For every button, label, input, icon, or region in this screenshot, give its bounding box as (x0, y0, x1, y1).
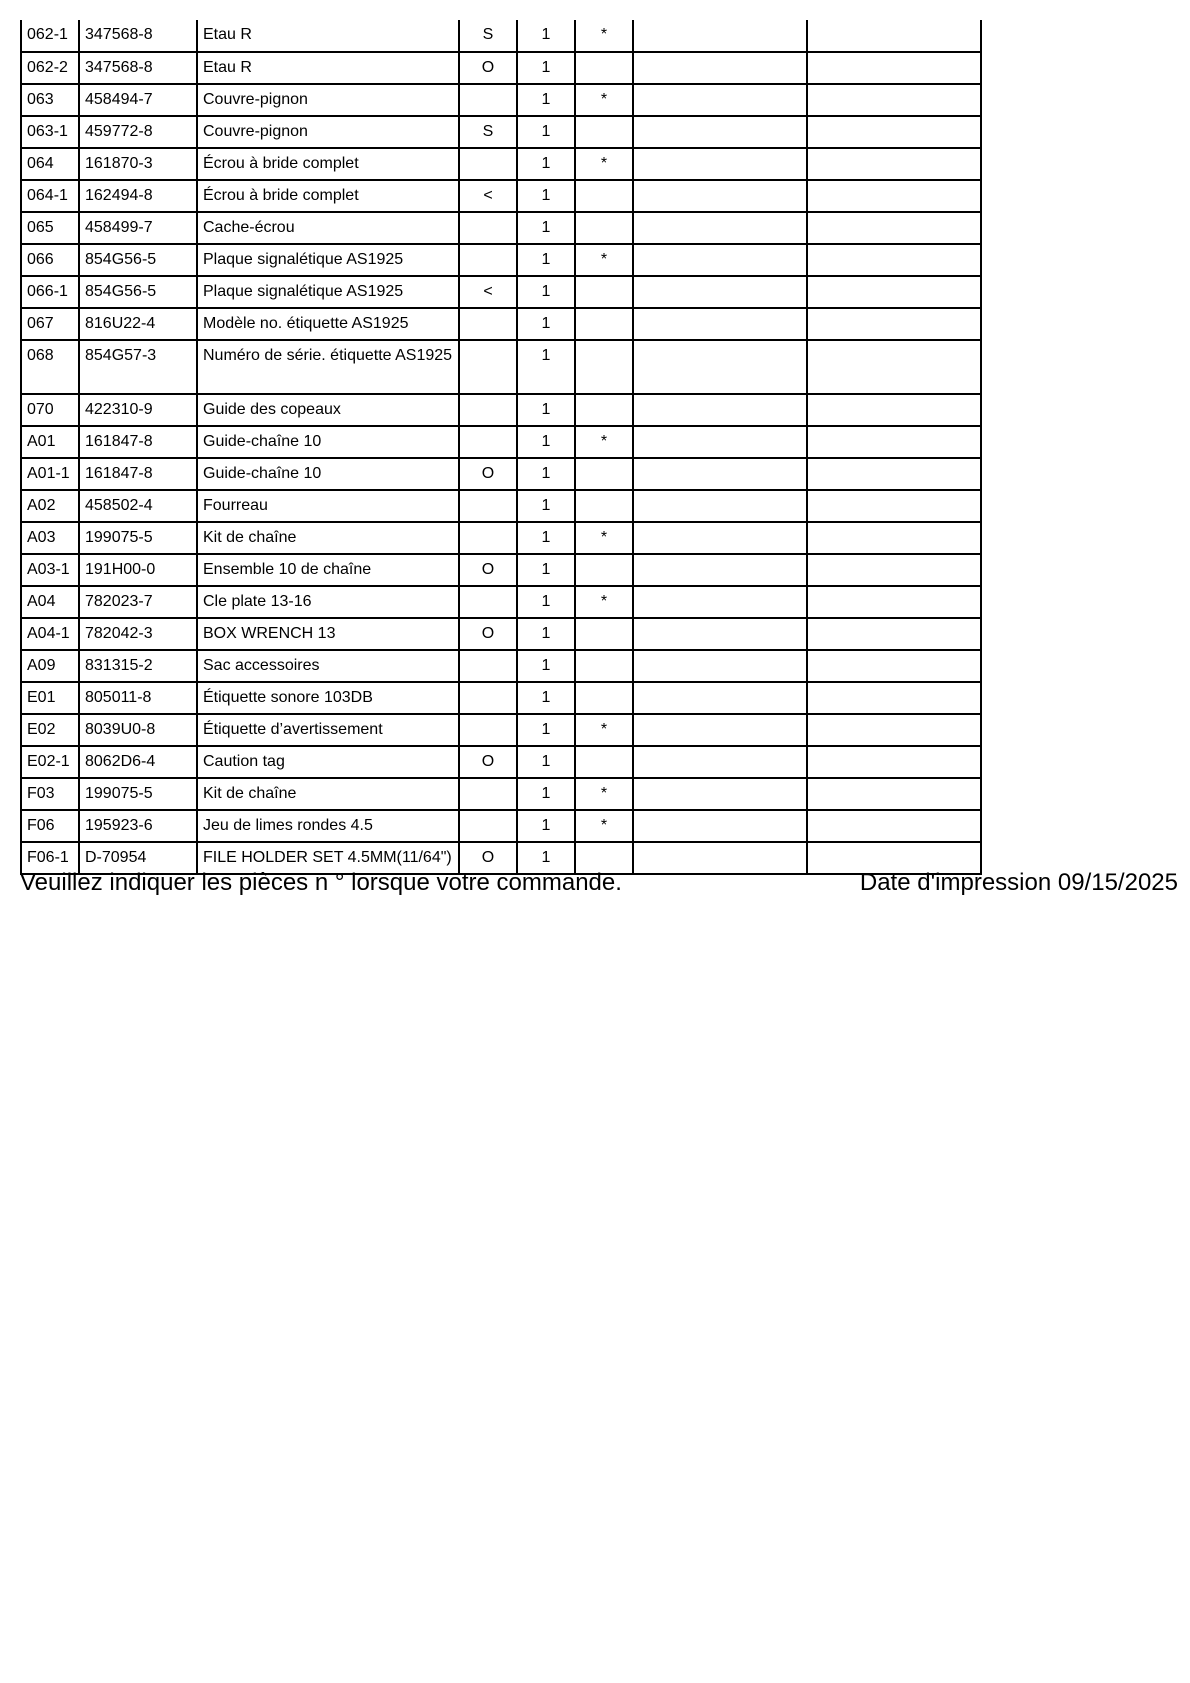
note-mark-cell: O (459, 618, 517, 650)
table-row (21, 746, 981, 778)
note-mark-cell: O (459, 842, 517, 874)
description-cell: Cle plate 13-16 (197, 586, 459, 618)
note-mark-cell (459, 308, 517, 340)
star-mark-cell (575, 650, 633, 682)
item-number-cell: 066-1 (21, 276, 79, 308)
table-row (21, 426, 981, 458)
empty-cell (633, 276, 807, 308)
table-row (21, 586, 981, 618)
empty-cell (633, 778, 807, 810)
part-number-cell: 458494-7 (79, 84, 197, 116)
empty-cell (633, 212, 807, 244)
part-number-cell: 831315-2 (79, 650, 197, 682)
quantity-cell: 1 (517, 116, 575, 148)
star-mark-cell: * (575, 810, 633, 842)
part-number-cell: 199075-5 (79, 522, 197, 554)
star-mark-cell (575, 308, 633, 340)
table-row (21, 116, 981, 148)
star-mark-cell (575, 554, 633, 586)
empty-cell (633, 746, 807, 778)
item-number-cell: E02-1 (21, 746, 79, 778)
table-row (21, 276, 981, 308)
quantity-cell: 1 (517, 810, 575, 842)
star-mark-cell: * (575, 426, 633, 458)
table-row (21, 340, 981, 394)
star-mark-cell: * (575, 522, 633, 554)
empty-cell (807, 148, 981, 180)
table-row (21, 180, 981, 212)
empty-cell (633, 394, 807, 426)
description-cell: Numéro de série. étiquette AS1925 (197, 340, 459, 394)
part-number-cell: 8062D6-4 (79, 746, 197, 778)
quantity-cell: 1 (517, 52, 575, 84)
table-row (21, 458, 981, 490)
item-number-cell: A01 (21, 426, 79, 458)
description-cell: Couvre-pignon (197, 116, 459, 148)
empty-cell (807, 490, 981, 522)
description-cell: Ensemble 10 de chaîne (197, 554, 459, 586)
star-mark-cell (575, 276, 633, 308)
item-number-cell: E01 (21, 682, 79, 714)
empty-cell (633, 522, 807, 554)
empty-cell (807, 340, 981, 394)
quantity-cell: 1 (517, 212, 575, 244)
empty-cell (633, 308, 807, 340)
note-mark-cell (459, 212, 517, 244)
item-number-cell: 064 (21, 148, 79, 180)
table-row (21, 714, 981, 746)
part-number-cell: 782042-3 (79, 618, 197, 650)
empty-cell (807, 212, 981, 244)
empty-cell (633, 340, 807, 394)
part-number-cell: 162494-8 (79, 180, 197, 212)
empty-cell (633, 586, 807, 618)
table-row (21, 810, 981, 842)
part-number-cell: 161847-8 (79, 458, 197, 490)
note-mark-cell (459, 522, 517, 554)
quantity-cell: 1 (517, 650, 575, 682)
item-number-cell: F03 (21, 778, 79, 810)
part-number-cell: D-70954 (79, 842, 197, 874)
empty-cell (807, 458, 981, 490)
item-number-cell: 063 (21, 84, 79, 116)
quantity-cell: 1 (517, 746, 575, 778)
item-number-cell: 063-1 (21, 116, 79, 148)
item-number-cell: 068 (21, 340, 79, 394)
note-mark-cell: O (459, 52, 517, 84)
table-row (21, 20, 981, 52)
empty-cell (807, 714, 981, 746)
star-mark-cell: * (575, 778, 633, 810)
part-number-cell: 161870-3 (79, 148, 197, 180)
quantity-cell: 1 (517, 148, 575, 180)
part-number-cell: 854G56-5 (79, 244, 197, 276)
empty-cell (807, 778, 981, 810)
quantity-cell: 1 (517, 84, 575, 116)
note-mark-cell (459, 148, 517, 180)
star-mark-cell: * (575, 20, 633, 52)
table-row (21, 394, 981, 426)
empty-cell (807, 308, 981, 340)
part-number-cell: 199075-5 (79, 778, 197, 810)
part-number-cell: 854G57-3 (79, 340, 197, 394)
star-mark-cell: * (575, 84, 633, 116)
description-cell: Plaque signalétique AS1925 (197, 276, 459, 308)
description-cell: Guide-chaîne 10 (197, 458, 459, 490)
description-cell: Étiquette sonore 103DB (197, 682, 459, 714)
part-number-cell: 854G56-5 (79, 276, 197, 308)
note-mark-cell: < (459, 276, 517, 308)
quantity-cell: 1 (517, 586, 575, 618)
star-mark-cell (575, 682, 633, 714)
empty-cell (807, 394, 981, 426)
empty-cell (633, 650, 807, 682)
description-cell: Guide-chaîne 10 (197, 426, 459, 458)
part-number-cell: 161847-8 (79, 426, 197, 458)
description-cell: Caution tag (197, 746, 459, 778)
description-cell: Jeu de limes rondes 4.5 (197, 810, 459, 842)
table-row (21, 650, 981, 682)
table-row (21, 554, 981, 586)
quantity-cell: 1 (517, 714, 575, 746)
note-mark-cell (459, 394, 517, 426)
quantity-cell: 1 (517, 682, 575, 714)
quantity-cell: 1 (517, 458, 575, 490)
empty-cell (633, 554, 807, 586)
quantity-cell: 1 (517, 490, 575, 522)
quantity-cell: 1 (517, 276, 575, 308)
quantity-cell: 1 (517, 426, 575, 458)
quantity-cell: 1 (517, 20, 575, 52)
quantity-cell: 1 (517, 778, 575, 810)
table-row (21, 244, 981, 276)
table-row (21, 148, 981, 180)
parts-table-body (21, 20, 981, 874)
star-mark-cell: * (575, 714, 633, 746)
empty-cell (633, 116, 807, 148)
star-mark-cell (575, 458, 633, 490)
description-cell: Écrou à bride complet (197, 180, 459, 212)
star-mark-cell (575, 394, 633, 426)
star-mark-cell (575, 490, 633, 522)
part-number-cell: 8039U0-8 (79, 714, 197, 746)
empty-cell (807, 586, 981, 618)
description-cell: Guide des copeaux (197, 394, 459, 426)
quantity-cell: 1 (517, 394, 575, 426)
part-number-cell: 805011-8 (79, 682, 197, 714)
table-row (21, 682, 981, 714)
star-mark-cell (575, 52, 633, 84)
description-cell: Fourreau (197, 490, 459, 522)
empty-cell (633, 458, 807, 490)
note-mark-cell: S (459, 116, 517, 148)
item-number-cell: 064-1 (21, 180, 79, 212)
empty-cell (633, 148, 807, 180)
note-mark-cell: O (459, 746, 517, 778)
empty-cell (807, 618, 981, 650)
quantity-cell: 1 (517, 180, 575, 212)
star-mark-cell: * (575, 148, 633, 180)
star-mark-cell: * (575, 244, 633, 276)
item-number-cell: A02 (21, 490, 79, 522)
description-cell: Étiquette d’avertissement (197, 714, 459, 746)
empty-cell (633, 52, 807, 84)
empty-cell (807, 554, 981, 586)
empty-cell (633, 244, 807, 276)
note-mark-cell (459, 778, 517, 810)
item-number-cell: E02 (21, 714, 79, 746)
empty-cell (633, 714, 807, 746)
empty-cell (807, 84, 981, 116)
empty-cell (807, 682, 981, 714)
quantity-cell: 1 (517, 244, 575, 276)
table-row (21, 52, 981, 84)
parts-table (20, 20, 982, 875)
quantity-cell: 1 (517, 522, 575, 554)
item-number-cell: 067 (21, 308, 79, 340)
table-row (21, 212, 981, 244)
item-number-cell: A09 (21, 650, 79, 682)
part-number-cell: 459772-8 (79, 116, 197, 148)
item-number-cell: 070 (21, 394, 79, 426)
empty-cell (807, 650, 981, 682)
note-mark-cell (459, 810, 517, 842)
empty-cell (633, 490, 807, 522)
part-number-cell: 422310-9 (79, 394, 197, 426)
page-footer (20, 868, 1178, 898)
note-mark-cell (459, 586, 517, 618)
part-number-cell: 458502-4 (79, 490, 197, 522)
star-mark-cell (575, 618, 633, 650)
description-cell: Etau R (197, 52, 459, 84)
empty-cell (807, 52, 981, 84)
note-mark-cell: < (459, 180, 517, 212)
item-number-cell: A01-1 (21, 458, 79, 490)
description-cell: BOX WRENCH 13 (197, 618, 459, 650)
part-number-cell: 191H00-0 (79, 554, 197, 586)
description-cell: Modèle no. étiquette AS1925 (197, 308, 459, 340)
quantity-cell: 1 (517, 618, 575, 650)
empty-cell (807, 426, 981, 458)
item-number-cell: 062-2 (21, 52, 79, 84)
item-number-cell: A03 (21, 522, 79, 554)
star-mark-cell (575, 116, 633, 148)
empty-cell (633, 810, 807, 842)
description-cell: Couvre-pignon (197, 84, 459, 116)
empty-cell (633, 682, 807, 714)
item-number-cell: 062-1 (21, 20, 79, 52)
star-mark-cell: * (575, 586, 633, 618)
star-mark-cell (575, 340, 633, 394)
part-number-cell: 195923-6 (79, 810, 197, 842)
description-cell: Etau R (197, 20, 459, 52)
table-row (21, 84, 981, 116)
note-mark-cell (459, 682, 517, 714)
part-number-cell: 458499-7 (79, 212, 197, 244)
empty-cell (807, 810, 981, 842)
part-number-cell: 347568-8 (79, 52, 197, 84)
table-row (21, 618, 981, 650)
empty-cell (807, 244, 981, 276)
note-mark-cell (459, 84, 517, 116)
description-cell: Cache-écrou (197, 212, 459, 244)
empty-cell (633, 84, 807, 116)
star-mark-cell (575, 180, 633, 212)
part-number-cell: 816U22-4 (79, 308, 197, 340)
table-row (21, 308, 981, 340)
empty-cell (807, 20, 981, 52)
empty-cell (807, 276, 981, 308)
quantity-cell: 1 (517, 340, 575, 394)
description-cell: Kit de chaîne (197, 778, 459, 810)
empty-cell (807, 522, 981, 554)
item-number-cell: A03-1 (21, 554, 79, 586)
note-mark-cell (459, 426, 517, 458)
table-row (21, 778, 981, 810)
item-number-cell: 065 (21, 212, 79, 244)
item-number-cell: F06-1 (21, 842, 79, 874)
description-cell: Kit de chaîne (197, 522, 459, 554)
item-number-cell: A04 (21, 586, 79, 618)
note-mark-cell (459, 650, 517, 682)
quantity-cell: 1 (517, 308, 575, 340)
print-date: Date d'impression 09/15/2025 (859, 869, 1178, 896)
quantity-cell: 1 (517, 554, 575, 586)
note-mark-cell (459, 490, 517, 522)
note-mark-cell (459, 340, 517, 394)
empty-cell (633, 618, 807, 650)
table-row (21, 490, 981, 522)
item-number-cell: F06 (21, 810, 79, 842)
description-cell: Sac accessoires (197, 650, 459, 682)
quantity-cell: 1 (517, 842, 575, 874)
empty-cell (633, 180, 807, 212)
item-number-cell: 066 (21, 244, 79, 276)
description-cell: Écrou à bride complet (197, 148, 459, 180)
note-mark-cell: O (459, 554, 517, 586)
star-mark-cell (575, 746, 633, 778)
part-number-cell: 782023-7 (79, 586, 197, 618)
empty-cell (807, 116, 981, 148)
item-number-cell: A04-1 (21, 618, 79, 650)
empty-cell (633, 426, 807, 458)
order-note: Veuillez indiquer les pièces n ° lorsque votre commande. (20, 869, 622, 896)
note-mark-cell (459, 244, 517, 276)
table-row (21, 522, 981, 554)
star-mark-cell (575, 212, 633, 244)
note-mark-cell: S (459, 20, 517, 52)
note-mark-cell: O (459, 458, 517, 490)
description-cell: Plaque signalétique AS1925 (197, 244, 459, 276)
part-number-cell: 347568-8 (79, 20, 197, 52)
empty-cell (807, 746, 981, 778)
empty-cell (633, 20, 807, 52)
description-cell: FILE HOLDER SET 4.5MM(11/64") (197, 842, 459, 874)
empty-cell (807, 180, 981, 212)
note-mark-cell (459, 714, 517, 746)
